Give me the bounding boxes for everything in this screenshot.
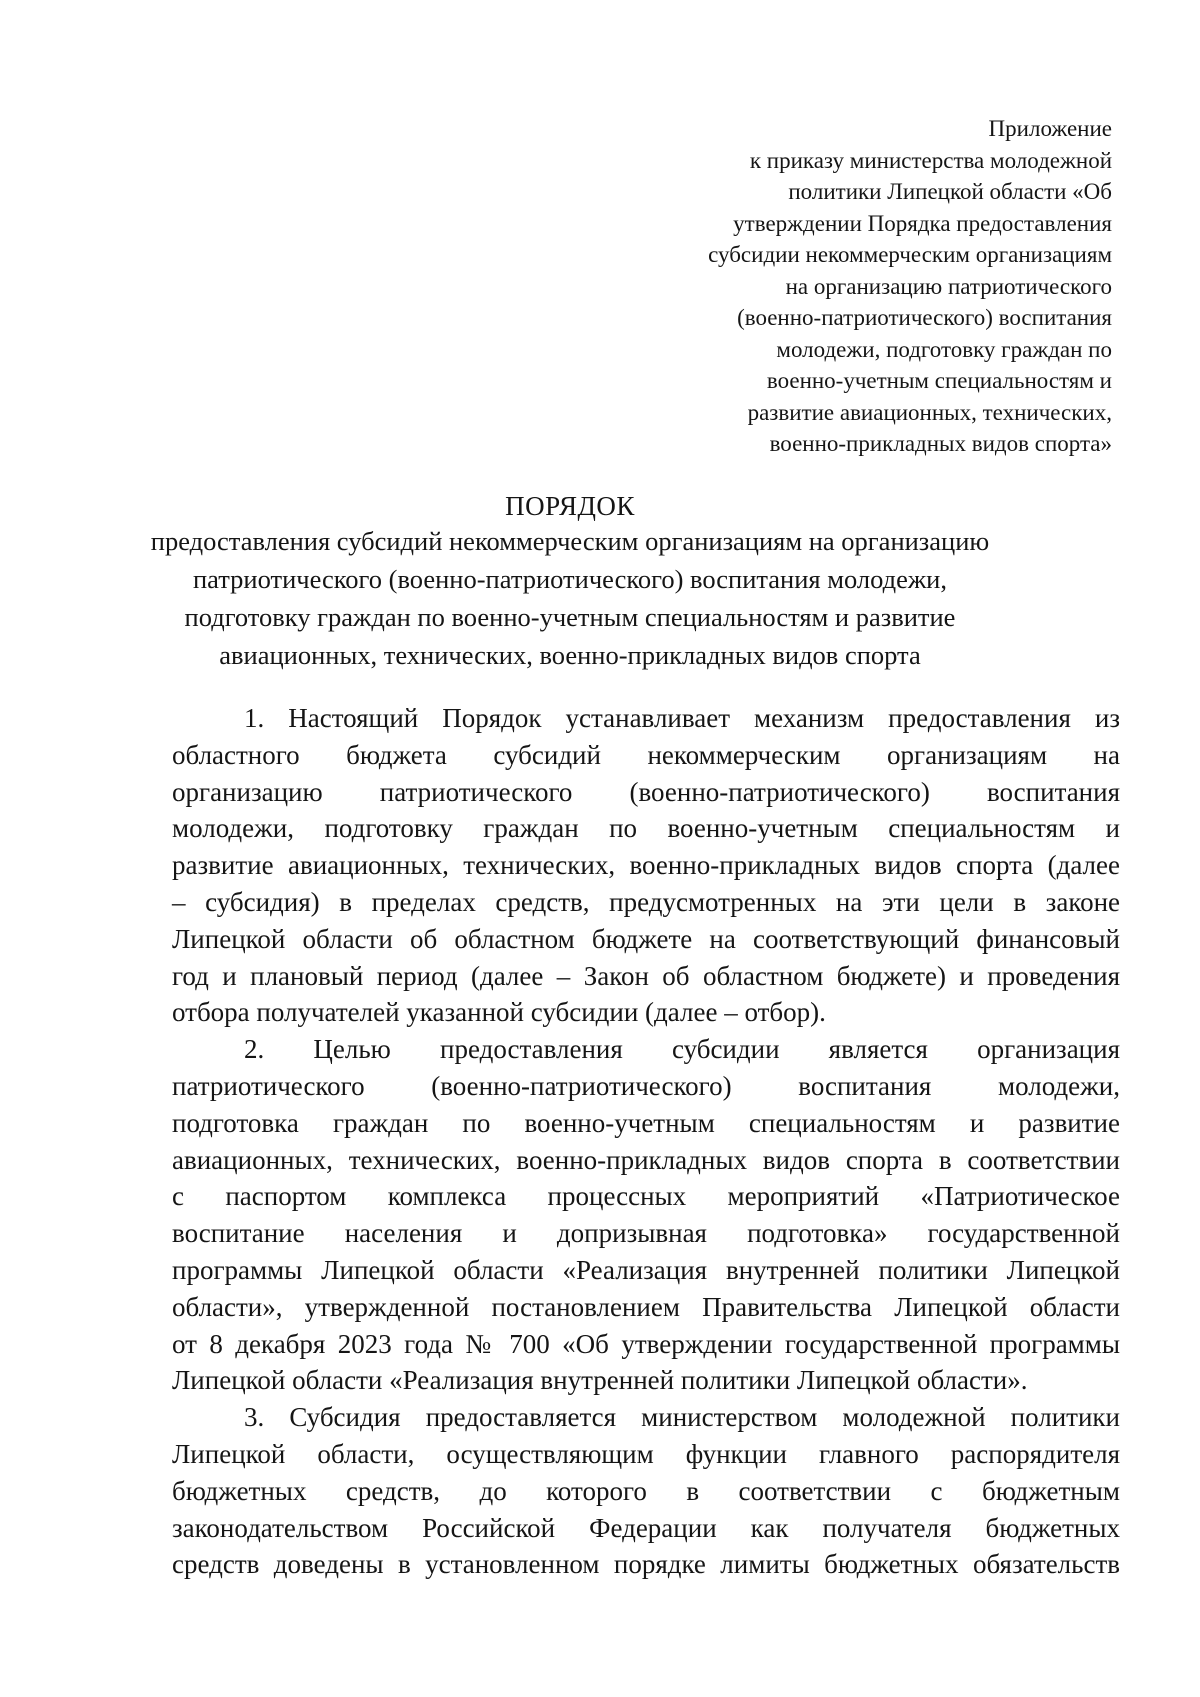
paragraph-line: организацию патриотического (военно-патриотического) воспитания	[172, 776, 1120, 807]
appendix-line: к приказу министерства молодежной	[749, 147, 1112, 173]
paragraph-line: патриотического (военно-патриотического) воспитания молодежи,	[172, 1070, 1120, 1101]
paragraph-line: области», утвержденной постановлением Правительства Липецкой области	[172, 1291, 1120, 1322]
subtitle-line: патриотического (военно-патриотического) воспитания молодежи,	[193, 564, 947, 594]
paragraph-line: развитие авиационных, технических, военно-прикладных видов спорта (далее	[172, 850, 1120, 881]
appendix-block	[600, 113, 1112, 460]
appendix-line: Приложение	[988, 116, 1112, 141]
paragraph-line: областного бюджета субсидий некоммерческим организациям на	[172, 739, 1120, 770]
paragraph-line: 1. Настоящий Порядок устанавливает механизм предоставления из	[244, 703, 1120, 733]
paragraph-line: Липецкой области об областном бюджете на соответствующий финансовый	[172, 923, 1120, 954]
document-subtitle	[150, 522, 990, 674]
subtitle-line: подготовку граждан по военно-учетным специальностям и развитие	[184, 602, 956, 632]
paragraph-line: средств доведены в установленном порядке лимиты бюджетных обязательств	[172, 1549, 1120, 1580]
paragraph-line: год и плановый период (далее – Закон об областном бюджете) и проведения	[172, 960, 1120, 991]
paragraph-line: с паспортом комплекса процессных мероприятий «Патриотическое	[172, 1181, 1120, 1212]
appendix-line: утверждении Порядка предоставления	[733, 210, 1112, 236]
paragraph-line: молодежи, подготовку граждан по военно-учетным специальностям и	[172, 813, 1120, 844]
paragraph-1	[172, 700, 1120, 1031]
document-title: ПОРЯДОК	[505, 491, 635, 521]
paragraph-3	[172, 1399, 1120, 1583]
subtitle-line: авиационных, технических, военно-прикладных видов спорта	[219, 640, 921, 670]
appendix-line: молодежи, подготовку граждан по	[776, 336, 1112, 362]
document-body	[172, 700, 1120, 1583]
appendix-line: на организацию патриотического	[785, 273, 1112, 299]
paragraph-line: законодательством Российской Федерации как получателя бюджетных	[172, 1512, 1120, 1543]
appendix-line: развитие авиационных, технических,	[747, 399, 1112, 425]
paragraph-line: 3. Субсидия предоставляется министерством молодежной политики	[244, 1402, 1120, 1433]
appendix-line: военно-прикладных видов спорта»	[769, 431, 1112, 456]
paragraph-line: воспитание населения и допризывная подготовка» государственной	[172, 1218, 1120, 1249]
subtitle-line: предоставления субсидий некоммерческим организациям на организацию	[150, 526, 990, 556]
paragraph-2	[172, 1031, 1120, 1399]
paragraph-line: подготовка граждан по военно-учетным специальностям и развитие	[172, 1107, 1120, 1138]
paragraph-line: – субсидия) в пределах средств, предусмотренных на эти цели в законе	[172, 886, 1120, 917]
paragraph-line: 2. Целью предоставления субсидии является организация	[244, 1034, 1120, 1065]
appendix-line: субсидии некоммерческим организациям	[708, 242, 1112, 267]
paragraph-line: бюджетных средств, до которого в соответствии с бюджетным	[172, 1475, 1120, 1506]
appendix-line: военно-учетным специальностям и	[766, 368, 1112, 393]
appendix-line: (военно-патриотического) воспитания	[737, 305, 1112, 330]
paragraph-line: от 8 декабря 2023 года № 700 «Об утверждении государственной программы	[172, 1328, 1120, 1359]
paragraph-line: Липецкой области, осуществляющим функции главного распорядителя	[172, 1438, 1120, 1469]
paragraph-line: отбора получателей указанной субсидии (далее – отбор).	[172, 997, 826, 1028]
paragraph-line: Липецкой области «Реализация внутренней политики Липецкой области».	[172, 1365, 1028, 1396]
paragraph-line: авиационных, технических, военно-прикладных видов спорта в соответствии	[172, 1144, 1120, 1175]
appendix-line: политики Липецкой области «Об	[788, 179, 1112, 204]
paragraph-line: программы Липецкой области «Реализация внутренней политики Липецкой	[172, 1254, 1120, 1285]
